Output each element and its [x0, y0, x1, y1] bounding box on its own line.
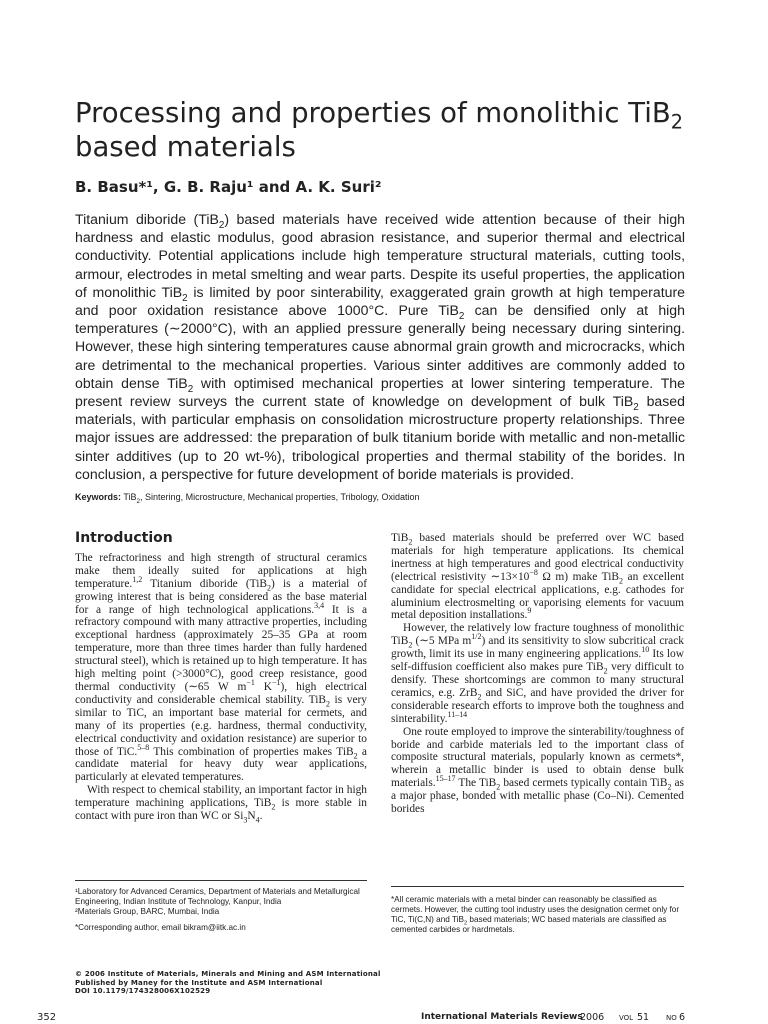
page-number: 352	[37, 1012, 57, 1023]
volume-label: VOL	[619, 1014, 634, 1022]
publisher-line: Published by Maney for the Institute and ASM International	[75, 978, 323, 987]
copyright-line: © 2006 Institute of Materials, Minerals and Mining and ASM International	[75, 970, 381, 978]
intro-paragraph-5: One route employed to improve the sinterability/toughness of boride and carbide materials led to the important class of composite structural materials, popularly known as cermets*, wherein a metallic binder is used to obtain dense bulk materials.$^{15-17}$ The TiB$_2$ based cermets typically contain TiB$_2$ as a major phase, bonded with metallic phase (Co–Ni). Cemented borides	[391, 725, 684, 816]
affiliation-2: ²Materials Group, BARC, Mumbai, India	[75, 907, 220, 916]
section-heading-introduction: Introduction	[75, 530, 173, 546]
footnote-divider-right	[391, 886, 684, 887]
footnote-divider-left	[75, 880, 367, 881]
right-column	[391, 532, 684, 816]
corresponding-author: *Corresponding author, email bikram@iitk.ac.in	[75, 923, 246, 932]
journal-year: 2006	[580, 1012, 605, 1023]
intro-paragraph-3: TiB$_2$ based materials should be preferred over WC based materials for high temperature applications. Its chemical inertness at high temperatures and good electrical conductivity (electrical resistivity $\sim 13\times 10^{-8}$ Ω m) make TiB$_2$ an excellent candidate for special electrical applications, e.g. cathodes for aluminium electrosmelting or vaporising elements for vacuum metal deposition installations.$^9$	[391, 532, 684, 622]
abstract: Titanium diboride (TiB$_2$) based materials have received wide attention because of their high hardness and elastic modulus, good abrasion resistance, and superior thermal and electrical conductivity. Potential applications include high temperature structural materials, cutting tools, armour, electrodes in metal smelting and wear parts. Despite its useful properties, the application of monolithic TiB$_2$ is limited by poor sinterability, exaggerated grain growth at high temperature and poor oxidation resistance above 1000°C. Pure TiB$_2$ can be densified only at high temperatures (∼2000°C), with an applied pressure generally being necessary during sintering. However, these high sintering temperatures cause abnormal grain growth and microcracks, which are detrimental to the mechanical properties. Various sinter additives are commonly added to obtain dense TiB$_2$ with optimised mechanical properties at lower sintering temperature. The present review surveys the current state of knowledge on development of bulk TiB$_2$ based materials, with particular emphasis on consolidation microstructure property relationships. Three major issues are addressed: the preparation of bulk titanium boride with metallic and non-metallic sinter additives (up to 20 wt-%), tribological properties and thermal stability of the borides. In conclusion, a perspective for future development of boride materials is provided.	[75, 211, 685, 482]
affiliation-footnotes	[75, 887, 367, 933]
author-list: B. Basu*¹, G. B. Raju¹ and A. K. Suri²	[75, 178, 382, 196]
keywords: Keywords: TiB$_2$, Sintering, Microstructure, Mechanical properties, Tribology, Oxidation	[75, 492, 420, 505]
intro-paragraph-4: However, the relatively low fracture toughness of monolithic TiB$_2$ (∼5 MPa $m^{1/2}$) and its sensitivity to slow subcritical crack growth, limit its use in many engineering applications.$^{10}$ Its low self-diffusion coefficient also makes pure TiB$_2$ very difficult to densify. These shortcomings are common to many structural ceramics, e.g. ZrB$_2$ and SiC, and have provided the driver for considerable research efforts to improve both the toughness and sinterability.$^{11-14}$	[391, 622, 684, 725]
volume-number: 51	[637, 1012, 650, 1023]
journal-name: International Materials Reviews	[421, 1012, 583, 1022]
left-column	[75, 532, 367, 823]
paper-title: Processing and properties of monolithic TiB$_2$ based materials	[75, 97, 683, 163]
intro-paragraph-2: With respect to chemical stability, an important factor in high temperature machining applications, TiB$_2$ is more stable in contact with pure iron than WC or $Si_3N_4$.	[75, 784, 367, 825]
affiliation-1: ¹Laboratory for Advanced Ceramics, Department of Materials and Metallurgical Engineering, Indian Institute of Technology, Kanpur, India	[75, 887, 360, 906]
doi-line: DOI 10.1179/174328006X102529	[75, 987, 211, 996]
issue-number: 6	[679, 1012, 686, 1023]
issue-label: NO	[666, 1014, 677, 1022]
cermet-footnote: *All ceramic materials with a metal binder can reasonably be classified as cermets. However, the cutting tool industry uses the designation cermet only for TiC, Ti(C,N) and TiB$_2$ based materials; WC based materials are classified as cemented carbides or hardmetals.	[391, 895, 680, 934]
copyright-block	[75, 970, 395, 996]
intro-paragraph-1: The refractoriness and high strength of structural ceramics make them ideally suited for applications at high temperature.$^{1,2}$ Titanium diboride (TiB$_2$) is a material of growing interest that is being considered as the base material for a range of high technological applications.$^{3,4}$ It is a refractory compound with many attractive properties, including exceptional hardness (approximately 25–35 GPa at room temperature, more than three times harder than fully hardened structural steel), which is retained up to high temperature. It has high melting point (>3000°C), good creep resistance, good thermal conductivity (∼65 W $m^{-1}$ $K^{-1}$), high electrical conductivity and considerable chemical stability. TiB$_2$ is very similar to TiC, an important base material for cermets, and many of its properties (e.g. hardness, thermal conductivity, electrical conductivity and oxidation resistance) are superior to those of TiC.$^{5-8}$ This combination of properties makes TiB$_2$ a candidate material for heavy duty wear applications, particularly at elevated temperatures.	[75, 551, 367, 784]
